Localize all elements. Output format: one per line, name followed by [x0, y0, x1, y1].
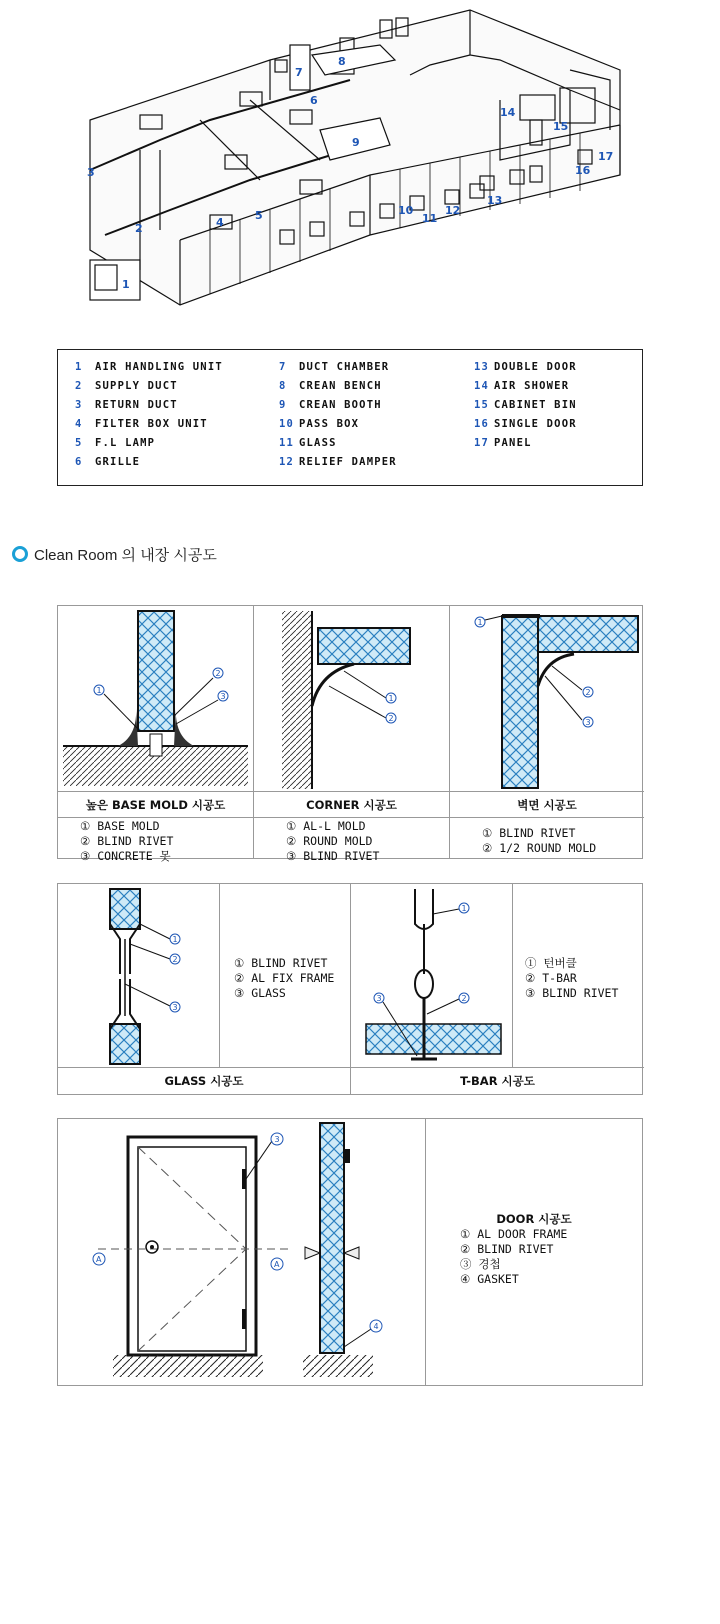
note-line: ③ GLASS	[234, 986, 286, 1000]
wall-drawing	[450, 606, 644, 792]
note-line: ② ROUND MOLD	[286, 834, 373, 848]
legend-item-number: 16	[474, 418, 490, 430]
label-3: 3	[87, 166, 95, 179]
svg-text:3: 3	[376, 994, 382, 1003]
legend-item	[279, 456, 397, 468]
note-line: ③ BLIND RIVET	[286, 849, 380, 863]
door-notes-cell	[426, 1119, 642, 1385]
label-11: 11	[422, 212, 438, 225]
circle-bullet-icon	[12, 546, 28, 562]
label-9: 9	[352, 136, 360, 149]
legend-item-label: PASS BOX	[299, 418, 360, 430]
label-17: 17	[598, 150, 614, 163]
interior-table-2	[57, 883, 643, 1095]
legend-item-label: RETURN DUCT	[95, 399, 178, 411]
glass-header: GLASS 시공도	[58, 1068, 351, 1094]
legend-item-label: SUPPLY DUCT	[95, 380, 178, 392]
corner-notes	[254, 818, 450, 863]
label-8: 8	[338, 55, 346, 68]
note-line: ① AL-L MOLD	[286, 819, 366, 833]
svg-text:1: 1	[172, 935, 178, 944]
svg-text:1: 1	[96, 686, 102, 695]
wall-header: 벽면 시공도	[450, 792, 644, 818]
legend-item-number: 12	[279, 456, 295, 468]
note-line: ② BLIND RIVET	[460, 1242, 554, 1256]
legend-item	[279, 399, 382, 411]
legend-item	[474, 361, 577, 373]
legend-item	[474, 399, 577, 411]
label-10: 10	[398, 204, 414, 217]
legend-item	[75, 437, 155, 449]
legend-box	[57, 349, 643, 486]
door-notes	[460, 1227, 567, 1287]
legend-item-number: 1	[75, 361, 83, 373]
section-mark-left: A	[96, 1255, 102, 1264]
label-4: 4	[216, 216, 224, 229]
svg-text:3: 3	[172, 1003, 178, 1012]
legend-item-number: 8	[279, 380, 287, 392]
legend-item	[75, 361, 223, 373]
note-line: ② BLIND RIVET	[80, 834, 174, 848]
legend-item-label: GRILLE	[95, 456, 141, 468]
door-drawing	[58, 1119, 426, 1385]
legend-item-number: 13	[474, 361, 490, 373]
note-line: ② AL FIX FRAME	[234, 971, 335, 985]
section-title	[12, 544, 217, 564]
legend-item-label: DUCT CHAMBER	[299, 361, 390, 373]
legend-item-label: RELIEF DAMPER	[299, 456, 397, 468]
legend-item-label: CREAN BENCH	[299, 380, 382, 392]
legend-item-label: AIR HANDLING UNIT	[95, 361, 223, 373]
legend-item-label: CABINET BIN	[494, 399, 577, 411]
label-6: 6	[310, 94, 318, 107]
legend-item-number: 5	[75, 437, 83, 449]
svg-text:2: 2	[388, 714, 394, 723]
svg-text:3: 3	[274, 1135, 280, 1144]
label-15: 15	[553, 120, 569, 133]
corner-header: CORNER 시공도	[254, 792, 450, 818]
svg-text:1: 1	[388, 694, 394, 703]
svg-text:3: 3	[220, 692, 226, 701]
door-title: DOOR 시공도	[496, 1212, 572, 1226]
corner-drawing	[254, 606, 450, 792]
legend-item-label: GLASS	[299, 437, 337, 449]
glass-notes	[220, 884, 351, 1068]
legend-item	[474, 418, 577, 430]
legend-item	[279, 437, 337, 449]
tbar-notes	[513, 884, 644, 1068]
legend-item	[75, 418, 208, 430]
legend-item-number: 11	[279, 437, 295, 449]
legend-item-label: F.L LAMP	[95, 437, 156, 449]
note-line: ① AL DOOR FRAME	[460, 1227, 568, 1241]
legend-item	[474, 437, 532, 449]
legend-item-label: AIR SHOWER	[494, 380, 570, 392]
note-line: ② T-BAR	[525, 971, 577, 985]
note-line: ① 턴버클	[525, 956, 577, 970]
base-mold-drawing	[58, 606, 254, 792]
svg-text:2: 2	[172, 955, 178, 964]
legend-item-number: 6	[75, 456, 83, 468]
svg-text:4: 4	[373, 1322, 379, 1331]
legend-item	[75, 456, 140, 468]
section-mark-right: A	[274, 1260, 280, 1269]
note-line: ④ GASKET	[460, 1272, 519, 1286]
legend-item-number: 3	[75, 399, 83, 411]
tbar-header: T-BAR 시공도	[460, 1074, 535, 1088]
label-14: 14	[500, 106, 516, 119]
glass-drawing	[58, 884, 220, 1068]
label-2: 2	[135, 222, 143, 235]
legend-item-number: 17	[474, 437, 490, 449]
label-13: 13	[487, 194, 503, 207]
svg-text:3: 3	[585, 718, 591, 727]
legend-item	[75, 380, 178, 392]
legend-item-label: PANEL	[494, 437, 532, 449]
label-7: 7	[295, 66, 303, 79]
legend-item-number: 15	[474, 399, 490, 411]
wall-notes	[450, 818, 644, 859]
label-1: 1	[122, 278, 130, 291]
interior-table-1	[57, 605, 643, 863]
note-line: ① BLIND RIVET	[234, 956, 328, 970]
svg-text:1: 1	[477, 618, 483, 627]
legend-item-number: 14	[474, 380, 490, 392]
base-mold-notes	[58, 818, 254, 863]
legend-item	[279, 361, 389, 373]
section-title-text: Clean Room 의 내장 시공도	[34, 546, 217, 564]
note-line: ③ 경첩	[460, 1257, 501, 1271]
legend-item-number: 4	[75, 418, 83, 430]
label-5: 5	[255, 209, 263, 222]
note-line: ③ BLIND RIVET	[525, 986, 619, 1000]
note-line: ③ CONCRETE 못	[80, 849, 171, 863]
svg-text:2: 2	[585, 688, 591, 697]
legend-item-number: 7	[279, 361, 287, 373]
interior-table-3	[57, 1118, 643, 1386]
svg-text:2: 2	[461, 994, 467, 1003]
clean-room-isometric-drawing	[50, 0, 650, 340]
label-12: 12	[445, 204, 461, 217]
legend-item	[279, 380, 382, 392]
legend-item	[75, 399, 178, 411]
legend-item-label: FILTER BOX UNIT	[95, 418, 208, 430]
svg-text:2: 2	[215, 669, 221, 678]
legend-item-label: DOUBLE DOOR	[494, 361, 577, 373]
note-line: ① BLIND RIVET	[482, 826, 576, 840]
legend-item-label: CREAN BOOTH	[299, 399, 382, 411]
svg-text:1: 1	[461, 904, 467, 913]
tbar-drawing	[351, 884, 513, 1068]
legend-item-number: 9	[279, 399, 287, 411]
legend-item-number: 10	[279, 418, 295, 430]
legend-item-number: 2	[75, 380, 83, 392]
label-16: 16	[575, 164, 591, 177]
legend-item	[474, 380, 569, 392]
note-line: ② 1/2 ROUND MOLD	[482, 841, 597, 855]
legend-item	[279, 418, 359, 430]
note-line: ① BASE MOLD	[80, 819, 160, 833]
legend-item-label: SINGLE DOOR	[494, 418, 577, 430]
base-mold-header: 높은 BASE MOLD 시공도	[58, 792, 254, 818]
